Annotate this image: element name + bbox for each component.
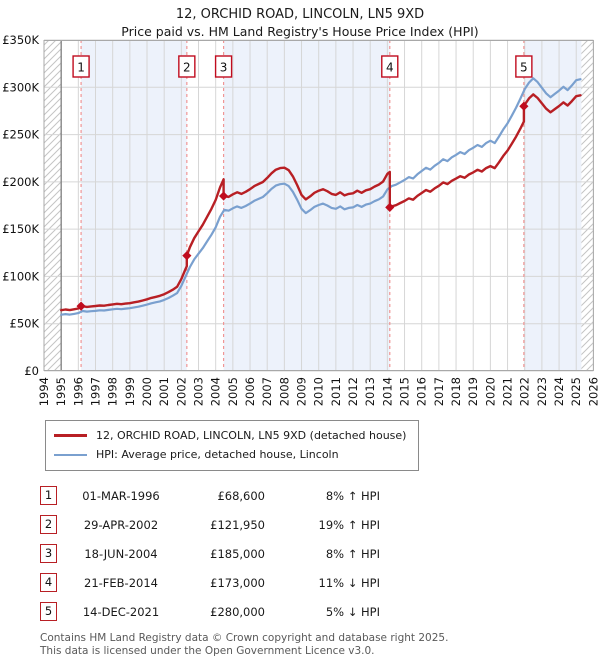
- svg-text:2001: 2001: [157, 377, 172, 407]
- page-subtitle: Price paid vs. HM Land Registry's House Price Index (HPI): [121, 24, 479, 39]
- svg-text:2013: 2013: [363, 377, 378, 407]
- sale-hpi-delta: 19% ↑ HPI: [318, 517, 380, 532]
- svg-text:1996: 1996: [71, 377, 86, 407]
- svg-text:2008: 2008: [277, 377, 292, 407]
- sale-hpi-delta: 8% ↑ HPI: [325, 488, 380, 503]
- sale-price: £68,600: [217, 488, 265, 503]
- property-line-swatch: [54, 434, 87, 437]
- legend-label-hpi: HPI: Average price, detached house, Lincoln: [96, 448, 339, 461]
- sale-price: £185,000: [210, 546, 265, 561]
- svg-text:1994: 1994: [37, 377, 51, 407]
- table-row: [40, 539, 380, 568]
- sale-date: 21-FEB-2014: [84, 575, 158, 590]
- svg-text:2026: 2026: [586, 377, 600, 407]
- svg-text:2017: 2017: [431, 377, 446, 407]
- sale-hpi-delta: 8% ↑ HPI: [325, 546, 380, 561]
- chart-legend: [45, 420, 419, 471]
- svg-text:2010: 2010: [311, 377, 326, 407]
- svg-text:2012: 2012: [346, 377, 361, 407]
- sale-price: £121,950: [210, 517, 265, 532]
- svg-text:£150K: £150K: [2, 222, 39, 237]
- sale-price: £280,000: [210, 604, 265, 619]
- sale-date: 01-MAR-1996: [82, 488, 160, 503]
- sales-table: [40, 481, 380, 626]
- svg-text:1997: 1997: [88, 377, 103, 407]
- svg-text:£200K: £200K: [2, 174, 39, 189]
- svg-text:2020: 2020: [483, 377, 498, 407]
- svg-text:2002: 2002: [174, 377, 189, 407]
- svg-text:3: 3: [219, 60, 228, 75]
- license-footer: [40, 632, 600, 658]
- svg-text:2024: 2024: [552, 377, 567, 407]
- sale-number-badge: 5: [40, 602, 57, 621]
- svg-text:2014: 2014: [380, 377, 395, 407]
- svg-text:2000: 2000: [140, 377, 155, 407]
- sale-date: 18-JUN-2004: [84, 546, 158, 561]
- svg-text:2025: 2025: [569, 377, 584, 407]
- price-chart-svg: [0, 33, 600, 418]
- svg-text:2005: 2005: [225, 377, 240, 407]
- svg-text:1998: 1998: [105, 377, 120, 407]
- svg-text:2021: 2021: [500, 377, 515, 407]
- svg-text:2: 2: [183, 60, 191, 75]
- svg-text:2015: 2015: [397, 377, 412, 407]
- sale-price: £173,000: [210, 575, 265, 590]
- svg-text:£50K: £50K: [9, 316, 39, 331]
- hpi-line-swatch: [54, 454, 87, 456]
- svg-text:2006: 2006: [243, 377, 258, 407]
- sale-number-badge: 2: [40, 515, 57, 534]
- svg-text:£350K: £350K: [2, 33, 39, 47]
- sale-number-badge: 1: [40, 486, 57, 505]
- table-row: [40, 568, 380, 597]
- chart-area: [0, 33, 600, 418]
- svg-text:1999: 1999: [122, 377, 137, 407]
- svg-text:£100K: £100K: [2, 269, 39, 284]
- svg-text:4: 4: [385, 60, 394, 75]
- footer-line-2: This data is licensed under the Open Government Licence v3.0.: [40, 645, 375, 657]
- legend-label-property: 12, ORCHID ROAD, LINCOLN, LN5 9XD (detached house): [96, 429, 407, 442]
- svg-text:2007: 2007: [260, 377, 275, 407]
- footer-line-1: Contains HM Land Registry data © Crown copyright and database right 2025.: [40, 632, 449, 644]
- svg-text:2016: 2016: [414, 377, 429, 407]
- y-axis-labels: [2, 33, 39, 378]
- svg-text:2018: 2018: [449, 377, 464, 407]
- legend-item-hpi: [54, 445, 410, 464]
- svg-text:1: 1: [77, 60, 85, 75]
- svg-text:2023: 2023: [534, 377, 549, 407]
- table-row: [40, 597, 380, 626]
- svg-text:£0: £0: [24, 364, 39, 378]
- sale-number-badge: 3: [40, 544, 57, 563]
- svg-text:2019: 2019: [466, 377, 481, 407]
- svg-text:2022: 2022: [517, 377, 532, 407]
- svg-text:2011: 2011: [328, 377, 343, 407]
- sale-hpi-delta: 11% ↓ HPI: [318, 575, 380, 590]
- page-title: 12, ORCHID ROAD, LINCOLN, LN5 9XD: [175, 7, 425, 22]
- svg-text:5: 5: [520, 60, 528, 75]
- svg-text:2009: 2009: [294, 377, 309, 407]
- table-row: [40, 481, 380, 510]
- sale-date: 14-DEC-2021: [82, 604, 160, 619]
- svg-text:£300K: £300K: [2, 80, 39, 95]
- x-axis-labels: [37, 377, 600, 406]
- sale-hpi-delta: 5% ↓ HPI: [325, 604, 380, 619]
- sale-number-badge: 4: [40, 573, 57, 592]
- chart-titles: [0, 0, 600, 40]
- legend-item-property: [54, 426, 410, 445]
- table-row: [40, 510, 380, 539]
- svg-text:1995: 1995: [54, 377, 69, 407]
- sale-date: 29-APR-2002: [83, 517, 159, 532]
- svg-text:2003: 2003: [191, 377, 206, 407]
- svg-text:2004: 2004: [208, 377, 223, 407]
- svg-text:£250K: £250K: [2, 127, 39, 142]
